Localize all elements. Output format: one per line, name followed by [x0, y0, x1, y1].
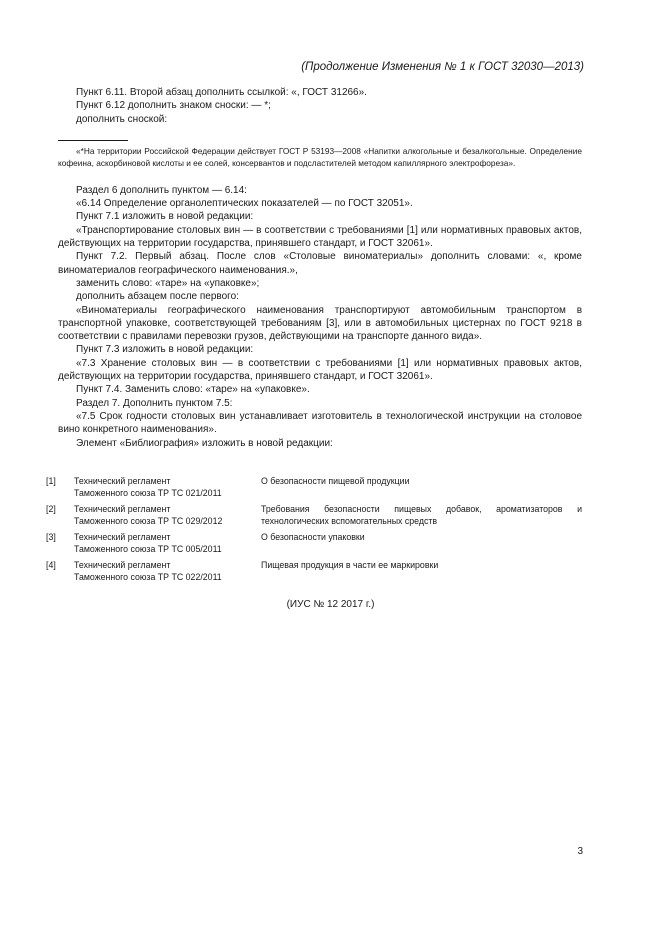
- paragraph: Пункт 7.2. Первый абзац. После слов «Столовые виноматериалы» дополнить словами: «, кроме виноматериалов географического наименования.»,: [58, 251, 582, 276]
- paragraph: заменить слово: «таре» на «упаковке»;: [76, 277, 260, 289]
- ius-note: (ИУС № 12 2017 г.): [286, 599, 375, 610]
- paragraph: «7.5 Срок годности столовых вин устанавливает изготовитель в технологической инструкции на столовое вино конкретного наименования».: [58, 410, 582, 436]
- spacer: [58, 170, 582, 184]
- regulation-line: Технический регламент: [74, 476, 171, 486]
- regulation-line: Технический регламент: [74, 560, 171, 570]
- paragraph: Пункт 6.12 дополнить знаком сноски: — *;: [76, 100, 271, 112]
- paragraph: «Виноматериалы географического наименования транспортируют автомобильным транспортом в транспортной упаковке, соответствующей требованиям [3], или в автомобильных цистернах по ГОСТ 9218 в соответствии с правилами перевозки грузов, действующими на транспорте данного вида».: [58, 304, 582, 343]
- bibliography-entry: [46, 503, 582, 531]
- paragraph: Раздел 7. Дополнить пунктом 7.5:: [76, 397, 233, 409]
- bibliography-title: Требования безопасности пищевых добавок, ароматизаторов и технологических вспомогательных средств: [261, 504, 582, 526]
- paragraph: Пункт 6.11. Второй абзац дополнить ссылкой: «, ГОСТ 31266».: [76, 87, 367, 98]
- regulation-line: Таможенного союза ТР ТС 029/2012: [74, 516, 223, 526]
- footnote: «*На территории Российской Федерации действует ГОСТ Р 53193—2008 «Напитки алкогольные и безалкогольные. Определение кофеина, аскорбиновой кислоты и ее солей, консервантов и подсластителей методом капиллярного электрофореза».: [58, 145, 582, 169]
- paragraph: дополнить абзацем после первого:: [76, 291, 239, 303]
- bibliography-list: [46, 475, 582, 587]
- paragraph: Пункт 7.3 изложить в новой редакции:: [76, 344, 254, 356]
- bibliography-entry: [46, 531, 582, 559]
- paragraph: Пункт 7.4. Заменить слово: «таре» на «упаковке».: [76, 384, 310, 396]
- paragraph: «7.3 Хранение столовых вин — в соответствии с требованиями [1] или нормативных правовых актов, действующих на территории государства, принявшего стандарт, и ГОСТ 32061».: [58, 357, 582, 383]
- paragraph: Раздел 6 дополнить пунктом — 6.14:: [76, 184, 247, 196]
- paragraph: дополнить сноской:: [76, 113, 168, 125]
- footnote-rule: [58, 140, 128, 141]
- bibliography-regulation: [74, 531, 254, 555]
- paragraph: Пункт 7.1 изложить в новой редакции:: [76, 211, 254, 223]
- bibliography-number: [1]: [46, 476, 56, 486]
- regulation-line: Технический регламент: [74, 504, 171, 514]
- bibliography-number: [4]: [46, 560, 56, 570]
- bibliography-title: О безопасности упаковки: [261, 532, 365, 542]
- regulation-line: Технический регламент: [74, 532, 171, 542]
- bibliography-regulation: [74, 503, 254, 527]
- regulation-line: Таможенного союза ТР ТС 022/2011: [74, 572, 222, 582]
- bibliography-entry: [46, 559, 582, 587]
- bibliography-regulation: [74, 475, 254, 499]
- bibliography-number: [2]: [46, 504, 56, 514]
- bibliography-entry: [46, 475, 582, 503]
- bibliography-title: О безопасности пищевой продукции: [261, 476, 410, 486]
- document-body: [58, 86, 582, 450]
- page-number: 3: [577, 846, 583, 857]
- regulation-line: Таможенного союза ТР ТС 005/2011: [74, 544, 222, 554]
- bibliography-title: Пищевая продукция в части ее маркировки: [261, 560, 439, 570]
- page-header: (Продолжение Изменения № 1 к ГОСТ 32030—2013): [301, 61, 584, 73]
- regulation-line: Таможенного союза ТР ТС 021/2011: [74, 488, 222, 498]
- bibliography-regulation: [74, 559, 254, 583]
- paragraph: «6.14 Определение органолептических показателей — по ГОСТ 32051».: [76, 198, 413, 210]
- bibliography-number: [3]: [46, 532, 56, 542]
- paragraph: Элемент «Библиография» изложить в новой редакции:: [76, 437, 333, 449]
- paragraph: «Транспортирование столовых вин — в соответствии с требованиями [1] или нормативных правовых актов, действующих на территории государства, принявшего стандарт, и ГОСТ 32061».: [58, 224, 582, 250]
- spacer: [58, 126, 582, 140]
